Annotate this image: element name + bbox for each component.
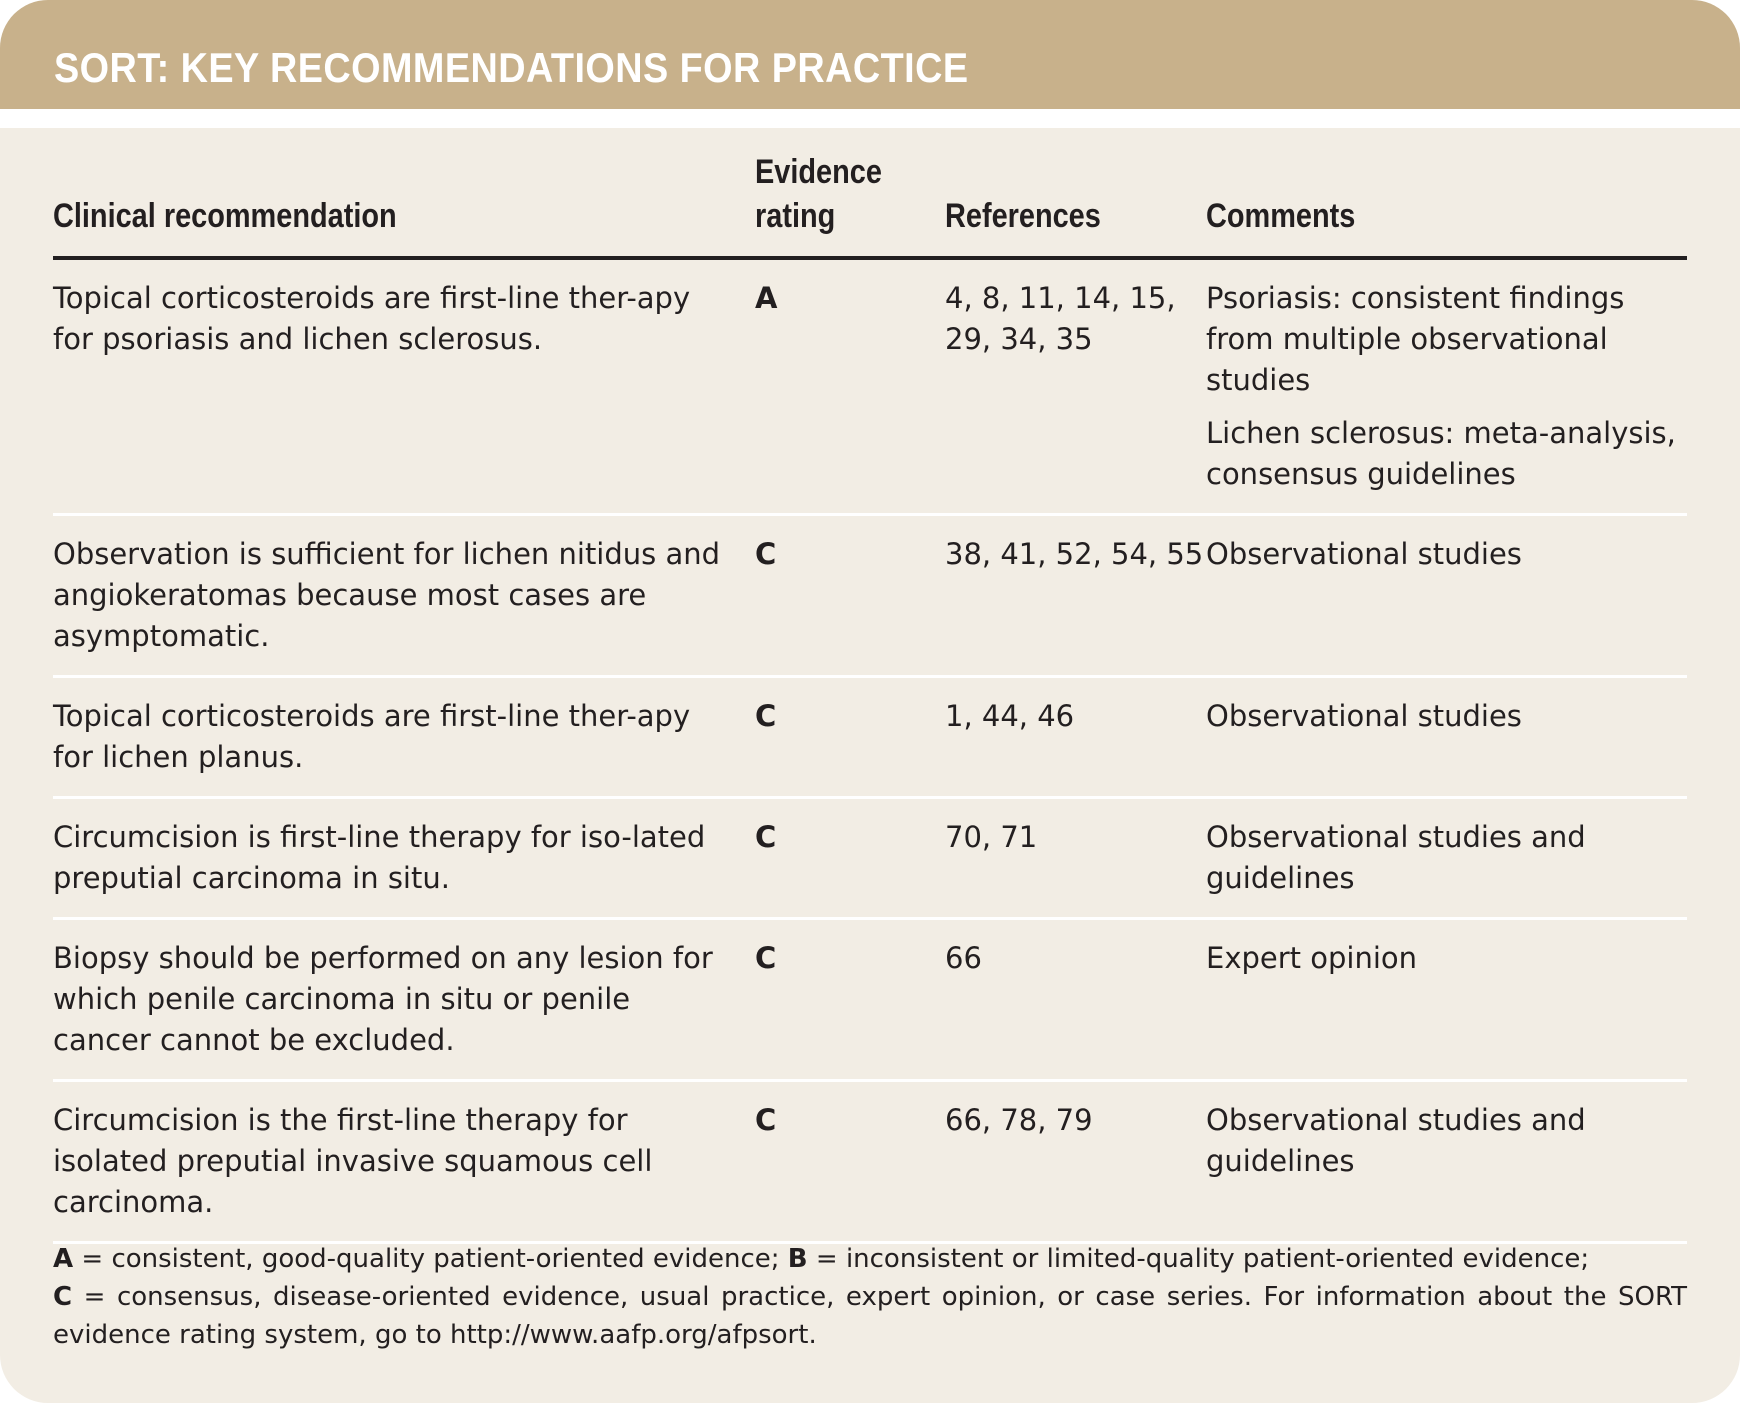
header-divider: [0, 109, 1740, 128]
footnote-text-b: = inconsistent or limited-quality patient-oriented evidence;: [807, 1244, 1590, 1274]
table-row: [53, 258, 1687, 515]
footnote-key-b: B: [787, 1244, 808, 1274]
comments-cell: [1206, 258, 1687, 515]
comments-cell: [1206, 677, 1687, 798]
recommendation-cell: Observation is sufficient for lichen nitidus and angiokeratomas because most cases are asymptomatic.: [53, 515, 755, 677]
footnote-text-c: = consensus, disease-oriented evidence, usual practice, expert opinion, or case series. For information about the SORT evidence rating system, go to: [53, 1282, 1687, 1350]
recommendations-table: [53, 150, 1687, 1244]
recommendation-cell: Topical corticosteroids are first-line ther-apy for lichen planus.: [53, 677, 755, 798]
footnote-key-a: A: [53, 1244, 74, 1274]
footnote-text-a: = consistent, good-quality patient-oriented evidence;: [73, 1244, 788, 1274]
table-header-row: [53, 150, 1687, 258]
comments-cell: [1206, 1081, 1687, 1243]
comment-text: Observational studies and guidelines: [1206, 820, 1586, 895]
comments-cell: [1206, 515, 1687, 677]
evidence-rating-cell: C: [755, 677, 945, 798]
footnote-key-c: C: [53, 1282, 73, 1312]
comment-text: Observational studies: [1206, 537, 1522, 571]
table-row: [53, 919, 1687, 1081]
footnote: [53, 1240, 1687, 1354]
recommendation-cell: Biopsy should be performed on any lesion for which penile carcinoma in situ or penile cancer cannot be excluded.: [53, 919, 755, 1081]
comment-text: Expert opinion: [1206, 941, 1418, 975]
afpsort-link[interactable]: http://www.aafp.org/afpsort: [450, 1320, 809, 1350]
evidence-rating-cell: C: [755, 798, 945, 919]
references-cell: 1, 44, 46: [945, 677, 1206, 798]
card-header: [0, 0, 1740, 109]
recommendation-cell: Circumcision is the first-line therapy for isolated preputial invasive squamous cell carcinoma.: [53, 1081, 755, 1243]
comment-text: Psoriasis: consistent findings from multiple observational studies: [1206, 281, 1625, 397]
comment-text: Observational studies: [1206, 699, 1522, 733]
table-row: [53, 1081, 1687, 1243]
table-row: [53, 677, 1687, 798]
column-header-rating: Evidence rating: [755, 150, 945, 258]
comment-text: Observational studies and guidelines: [1206, 1103, 1586, 1178]
card-title: SORT: KEY RECOMMENDATIONS FOR PRACTICE: [54, 44, 969, 91]
column-header-comments: Comments: [1206, 150, 1687, 258]
evidence-rating-cell: C: [755, 1081, 945, 1243]
column-header-recommendation: Clinical recommendation: [53, 150, 755, 258]
references-cell: 66: [945, 919, 1206, 1081]
footnote-end: .: [808, 1320, 817, 1350]
evidence-rating-cell: C: [755, 919, 945, 1081]
recommendation-cell: Circumcision is first-line therapy for iso-lated preputial carcinoma in situ.: [53, 798, 755, 919]
references-cell: 4, 8, 11, 14, 15, 29, 34, 35: [945, 258, 1206, 515]
table-row: [53, 515, 1687, 677]
evidence-rating-cell: C: [755, 515, 945, 677]
comments-cell: [1206, 798, 1687, 919]
column-header-references: References: [945, 150, 1206, 258]
comments-cell: [1206, 919, 1687, 1081]
recommendation-cell: Topical corticosteroids are first-line ther-apy for psoriasis and lichen sclerosus.: [53, 258, 755, 515]
comment-text: Lichen sclerosus: meta-analysis, consensus guidelines: [1206, 416, 1676, 491]
table-row: [53, 798, 1687, 919]
evidence-rating-cell: A: [755, 258, 945, 515]
references-cell: 70, 71: [945, 798, 1206, 919]
references-cell: 38, 41, 52, 54, 55: [945, 515, 1206, 677]
references-cell: 66, 78, 79: [945, 1081, 1206, 1243]
